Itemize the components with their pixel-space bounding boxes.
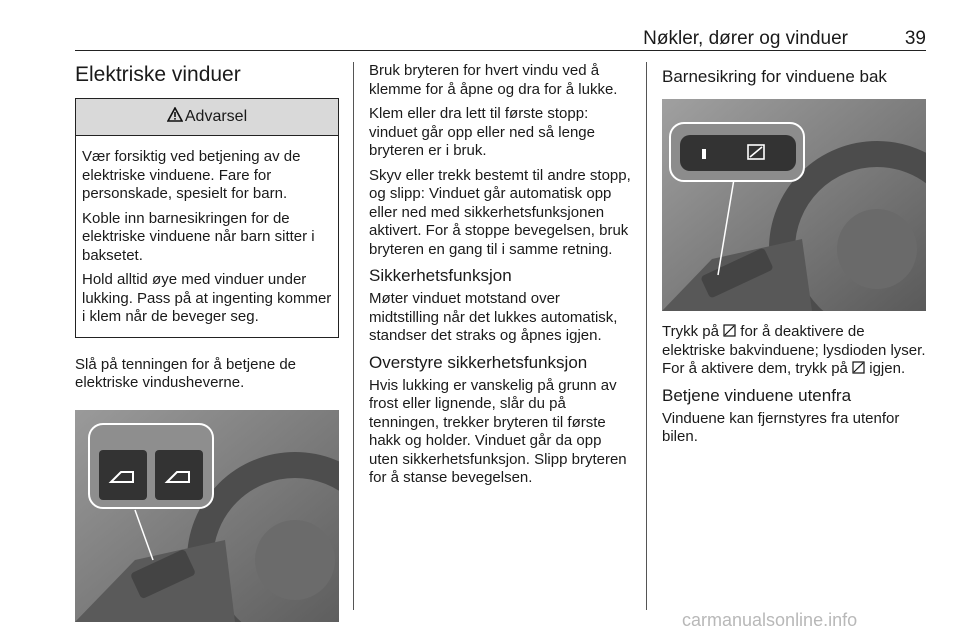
warning-label: Advarsel	[184, 108, 248, 125]
warning-header	[76, 99, 338, 136]
page-header	[75, 22, 926, 51]
body-paragraph: Klem eller dra lett til første stopp: vinduet går opp eller ned så lenge bryteren er i bruk.	[369, 105, 595, 159]
child-lock-window-icon	[723, 324, 736, 337]
warning-paragraph: Vær forsiktig ved betjening av de elektriske vinduene. Fare for personskade, spesielt for barn.	[82, 148, 301, 202]
column-divider	[646, 62, 647, 610]
chapter-title: Nøkler, dører og vinduer	[643, 28, 848, 49]
subheading: Barnesikring for vinduene bak	[662, 67, 887, 86]
body-paragraph: Slå på tenningen for å betjene de elektriske vindusheverne.	[75, 355, 297, 391]
warning-paragraph: Hold alltid øye med vinduer under lukking. Pass på at ingenting kommer i klem når de beveger seg.	[82, 271, 332, 325]
column-3	[662, 62, 926, 453]
page-number: 39	[904, 28, 926, 49]
column-1	[75, 62, 339, 622]
child-lock-window-icon	[852, 361, 865, 374]
body-paragraph: Trykk på for å deaktivere de elektriske bakvinduene; lysdioden lyser. For å aktivere dem, trykk på igjen.	[662, 323, 926, 377]
body-paragraph: Vinduene kan fjernstyres fra utenfor bilen.	[662, 409, 900, 445]
body-paragraph: Bruk bryteren for hvert vindu ved å klemme for å åpne og dra for å lukke.	[369, 62, 618, 98]
watermark: carmanualsonline.info	[682, 610, 858, 630]
body-paragraph: Møter vinduet motstand over midtstilling når det lukkes automatisk, standser det straks og åpnes igjen.	[369, 290, 618, 344]
window-switch-photo	[75, 410, 339, 622]
body-paragraph: Skyv eller trekk bestemt til andre stopp, og slipp: Vinduet går automatisk opp eller ned med sikkerhetsfunksjonen aktivert. For å stoppe bevegelsen, bruk bryteren en gang til i samme retning.	[369, 166, 631, 258]
subheading: Betjene vinduene utenfra	[662, 385, 852, 405]
body-paragraph: Hvis lukking er vanskelig på grunn av frost eller lignende, slår du på tenningen, trekker bryteren til første hakk og holder. Vinduet går da opp uten sikkerhetsfunksjon. Slipp bryteren for å stanse bevegelsen.	[369, 376, 627, 486]
warning-triangle-icon	[167, 107, 183, 127]
subheading: Sikkerhetsfunksjon	[369, 266, 512, 285]
column-2	[369, 62, 633, 494]
child-lock-photo	[662, 99, 926, 311]
warning-box	[75, 98, 339, 338]
section-heading: Elektriske vinduer	[75, 63, 241, 86]
subheading: Overstyre sikkerhetsfunksjon	[369, 352, 588, 372]
warning-paragraph: Koble inn barnesikringen for de elektriske vinduene når barn sitter i baksetet.	[82, 209, 315, 264]
column-divider	[353, 62, 354, 610]
